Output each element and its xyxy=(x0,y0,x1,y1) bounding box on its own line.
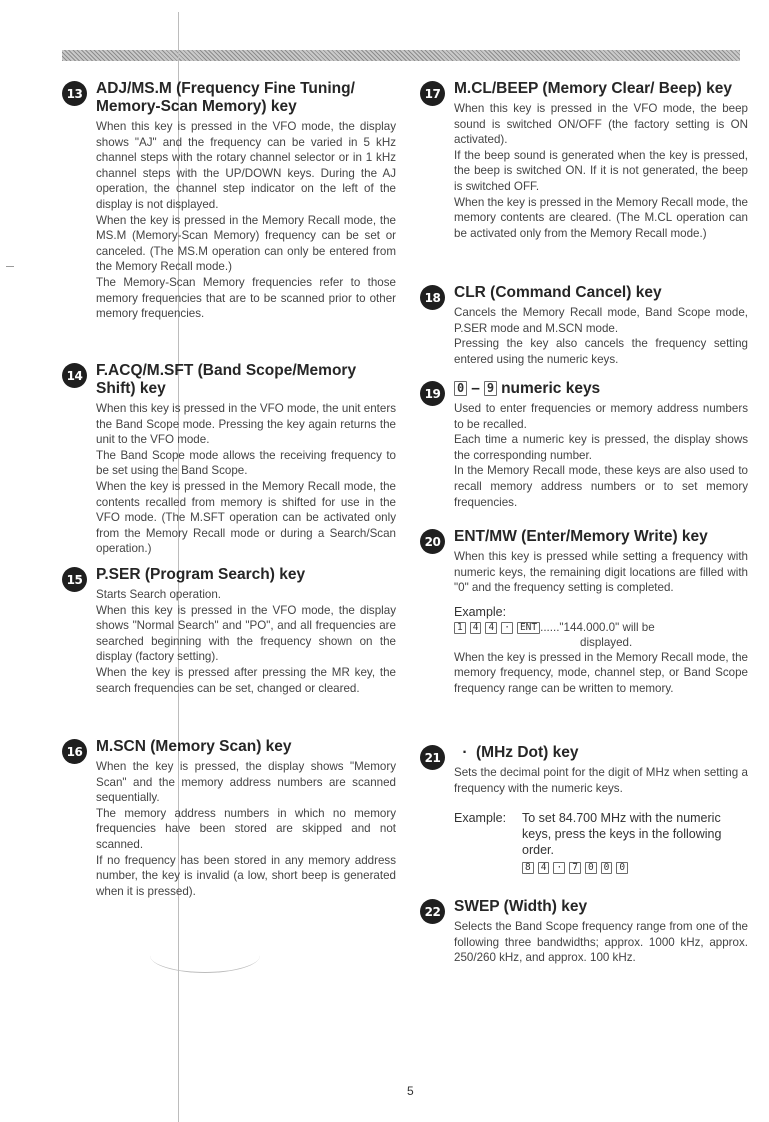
key-0-icon: 0 xyxy=(454,381,467,396)
section-title-13: ADJ/MS.M (Frequency Fine Tuning/ Memory-Scan Memory) key xyxy=(96,80,355,115)
section-18-para-2: Pressing the key also cancels the frequency setting entered using the numeric keys. xyxy=(454,337,748,366)
example-keys-20 xyxy=(454,620,748,635)
key-0-icon: 0 xyxy=(585,862,597,874)
example-result-20-cont: displayed. xyxy=(580,635,633,649)
section-15-para-2: When this key is pressed in the VFO mode, the display shows "Normal Search" and "PO", and all frequencies are searched beginning with the frequency shown on the display (factory setting). xyxy=(96,603,396,664)
section-title-22: SWEP (Width) key xyxy=(454,898,588,915)
key-dot-icon: · xyxy=(501,622,513,634)
section-15 xyxy=(62,566,396,696)
key-ent-icon: ENT xyxy=(517,622,540,634)
section-16-para-1: When the key is pressed, the display shows "Memory Scan" and the memory address numbers are scanned sequentially. xyxy=(96,760,396,805)
section-title-14: F.ACQ/M.SFT (Band Scope/Memory Shift) key xyxy=(96,362,357,397)
section-16-para-2: The memory address numbers in which no memory frequencies have been stored are skipped and not scanned. xyxy=(96,806,396,851)
number-badge-16: 16 xyxy=(62,739,87,764)
section-19-para-1: Used to enter frequencies or memory address numbers to be recalled. xyxy=(454,402,748,431)
section-17-para-3: When the key is pressed in the Memory Recall mode, the memory contents are cleared. (The M.CL operation can be activated only from the Memory Recall mode.) xyxy=(454,195,748,240)
dot-key-symbol: · xyxy=(462,744,468,761)
key-0-icon: 0 xyxy=(601,862,613,874)
section-20-para-2: When the key is pressed in the Memory Recall mode, the memory frequency, mode, channel step, or Band Scope frequency range can be written to memory. xyxy=(454,650,748,695)
key-0-icon: 0 xyxy=(616,862,628,874)
header-band xyxy=(62,50,740,61)
example-result-20: ......"144.000.0" will be xyxy=(540,620,655,634)
number-badge-15: 15 xyxy=(62,567,87,592)
pencil-smudge xyxy=(150,938,260,973)
section-22 xyxy=(420,898,748,966)
section-14 xyxy=(62,362,396,557)
key-4-icon: 4 xyxy=(470,622,482,634)
example-keys-21 xyxy=(522,860,748,875)
section-17-para-1: When this key is pressed in the VFO mode, the beep sound is switched ON/OFF (the factory setting is ON activated). xyxy=(454,102,748,147)
number-badge-13: 13 xyxy=(62,81,87,106)
section-title-16: M.SCN (Memory Scan) key xyxy=(96,738,292,755)
section-14-para-2: The Band Scope mode allows the receiving frequency to be set using the Band Scope. xyxy=(96,448,396,478)
key-9-icon: 9 xyxy=(484,381,497,396)
section-15-para-1: Starts Search operation. xyxy=(96,588,222,601)
section-13-para-1: When this key is pressed in the VFO mode, the display shows "AJ" and the frequency can be varied in 5 kHz channel steps with the rotary channel selector or in 1 kHz channel steps with the UP/DOWN keys. During the AJ operation, the channel step indicator on the left of the display is not displayed. xyxy=(96,120,396,211)
section-13-para-2: When the key is pressed in the Memory Recall mode, the MS.M (Memory-Scan Memory) frequency can be set or canceled. (The MS.M operation can only be entered from the Memory Recall mode.) xyxy=(96,213,396,274)
section-title-19 xyxy=(454,380,748,398)
section-title-15: P.SER (Program Search) key xyxy=(96,566,306,583)
section-21-para-1: Sets the decimal point for the digit of MHz when setting a frequency with the numeric keys. xyxy=(454,766,748,795)
section-title-21-text: (MHz Dot) key xyxy=(476,744,579,761)
section-19-para-3: In the Memory Recall mode, these keys are also used to recall memory address numbers or to set memory frequencies. xyxy=(454,464,748,509)
number-badge-17: 17 xyxy=(420,81,445,106)
number-badge-18: 18 xyxy=(420,285,445,310)
margin-mark xyxy=(6,266,14,267)
example-text-21: To set 84.700 MHz with the numeric keys, press the keys in the following order. xyxy=(522,811,722,858)
section-title-19-text: numeric keys xyxy=(501,380,601,397)
range-dash: – xyxy=(471,380,480,397)
example-label-20: Example: xyxy=(454,604,507,619)
section-title-21 xyxy=(454,744,748,762)
section-17 xyxy=(420,80,748,241)
page-number: 5 xyxy=(407,1084,414,1098)
section-20 xyxy=(420,528,748,697)
section-15-para-3: When the key is pressed after pressing the MR key, the search frequencies can be set, changed or cleared. xyxy=(96,665,396,695)
section-14-para-1: When this key is pressed in the VFO mode, the unit enters the Band Scope mode. Pressing the key again returns the unit to the VFO mode. xyxy=(96,402,396,447)
section-title-20: ENT/MW (Enter/Memory Write) key xyxy=(454,528,708,545)
section-13-para-3: The Memory-Scan Memory frequencies refer to those memory frequencies that are to be scanned prior to other memory frequencies. xyxy=(96,275,396,321)
key-4-icon: 4 xyxy=(485,622,497,634)
section-title-18: CLR (Command Cancel) key xyxy=(454,284,662,301)
section-19-para-2: Each time a numeric key is pressed, the display shows the corresponding number. xyxy=(454,433,748,462)
section-16 xyxy=(62,738,396,899)
key-8-icon: 8 xyxy=(522,862,534,874)
key-dot-icon: · xyxy=(553,862,565,874)
section-title-17: M.CL/BEEP (Memory Clear/ Beep) key xyxy=(454,80,732,97)
key-7-icon: 7 xyxy=(569,862,581,874)
section-18 xyxy=(420,284,748,367)
key-1-icon: 1 xyxy=(454,622,466,634)
number-badge-22: 22 xyxy=(420,899,445,924)
section-17-para-2: If the beep sound is generated when the key is pressed, the beep is switched ON. If it is not generated, the beep is switched OFF. xyxy=(454,148,748,193)
example-row-21 xyxy=(454,810,748,875)
section-19 xyxy=(420,380,748,510)
section-22-para-1: Selects the Band Scope frequency range from one of the following three bandwidths; approx. 1000 kHz, approx. 250/260 kHz, and approx. 100 kHz. xyxy=(454,920,748,965)
section-18-para-1: Cancels the Memory Recall mode, Band Scope mode, P.SER mode and M.SCN mode. xyxy=(454,306,748,335)
section-14-para-3: When the key is pressed in the Memory Recall mode, the contents recalled from memory is shifted for use in the VFO mode. (The M.SFT operation can be activated only from the Memory Recall mode or during a Search/Scan operation.) xyxy=(96,479,396,556)
number-badge-14: 14 xyxy=(62,363,87,388)
example-label-21: Example: xyxy=(454,811,507,826)
number-badge-20: 20 xyxy=(420,529,445,554)
example-body-21 xyxy=(522,810,748,875)
number-badge-21: 21 xyxy=(420,745,445,770)
section-13 xyxy=(62,80,396,322)
section-21 xyxy=(420,744,748,875)
section-16-para-3: If no frequency has been stored in any memory address number, the key is invalid (a low, short beep is generated when it is pressed). xyxy=(96,853,396,898)
section-20-para-1: When this key is pressed while setting a frequency with numeric keys, the remaining digit locations are filled with "0" and the frequency setting is completed. xyxy=(454,550,748,595)
number-badge-19: 19 xyxy=(420,381,445,406)
key-4-icon: 4 xyxy=(538,862,550,874)
